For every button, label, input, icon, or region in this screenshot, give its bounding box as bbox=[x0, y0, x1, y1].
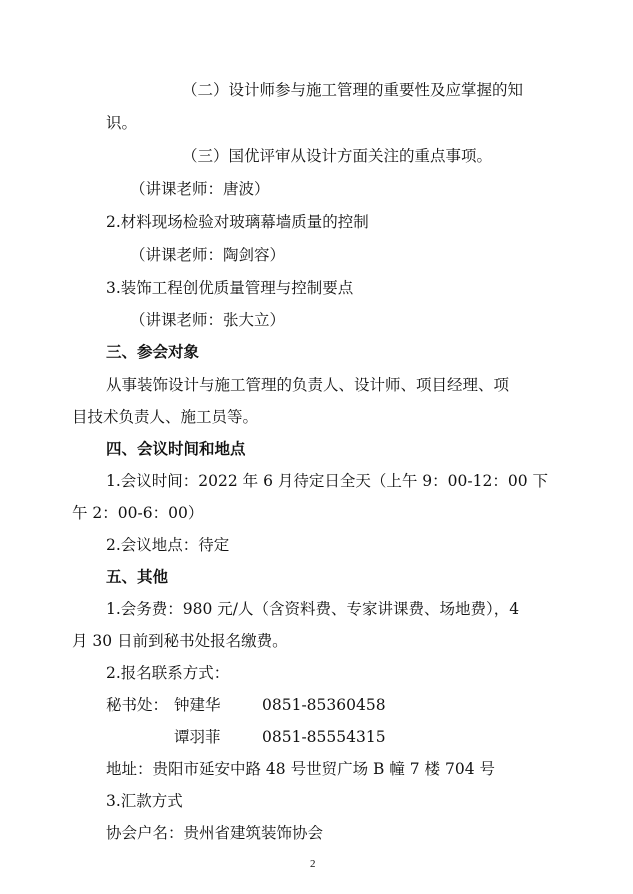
text-line: 午 2：00-6：00） bbox=[72, 504, 204, 522]
contact-name: 谭羽菲 bbox=[174, 728, 221, 746]
text-line: 目技术负责人、施工员等。 bbox=[72, 408, 259, 426]
section-heading: 五、其他 bbox=[106, 567, 169, 586]
lecturer-line: （讲课老师：陶剑容） bbox=[130, 246, 286, 264]
text-line: 1.会务费：980 元/人（含资料费、专家讲课费、场地费），4 bbox=[106, 600, 520, 618]
contact-name: 钟建华 bbox=[174, 696, 221, 714]
lecturer-line: （讲课老师：张大立） bbox=[130, 311, 286, 329]
contact-role: 秘书处： bbox=[106, 696, 169, 714]
text-line: （三）国优评审从设计方面关注的重点事项。 bbox=[182, 147, 493, 165]
text-line: （二）设计师参与施工管理的重要性及应掌握的知 bbox=[182, 81, 524, 99]
lecturer-line: （讲课老师：唐波） bbox=[130, 180, 270, 198]
page-number: 2 bbox=[310, 858, 316, 870]
section-heading: 四、会议时间和地点 bbox=[106, 439, 246, 458]
text-line: 2.材料现场检验对玻璃幕墙质量的控制 bbox=[106, 213, 369, 231]
section-heading: 三、参会对象 bbox=[106, 342, 200, 361]
contact-phone: 0851-85360458 bbox=[262, 696, 386, 714]
text-line: 3.汇款方式 bbox=[106, 792, 183, 810]
text-line: 1.会议时间：2022 年 6 月待定日全天（上午 9：00-12：00 下 bbox=[106, 472, 549, 490]
text-line: 识。 bbox=[106, 114, 138, 132]
text-line: 2.会议地点：待定 bbox=[106, 536, 230, 554]
text-line: 月 30 日前到秘书处报名缴费。 bbox=[72, 632, 288, 650]
text-line: 从事装饰设计与施工管理的负责人、设计师、项目经理、项 bbox=[106, 376, 510, 394]
contact-phone: 0851-85554315 bbox=[262, 728, 386, 746]
account-name-line: 协会户名：贵州省建筑装饰协会 bbox=[106, 824, 324, 842]
text-line: 3.装饰工程创优质量管理与控制要点 bbox=[106, 279, 354, 297]
address-line: 地址：贵阳市延安中路 48 号世贸广场 B 幢 7 楼 704 号 bbox=[106, 760, 495, 778]
text-line: 2.报名联系方式： bbox=[106, 664, 230, 682]
